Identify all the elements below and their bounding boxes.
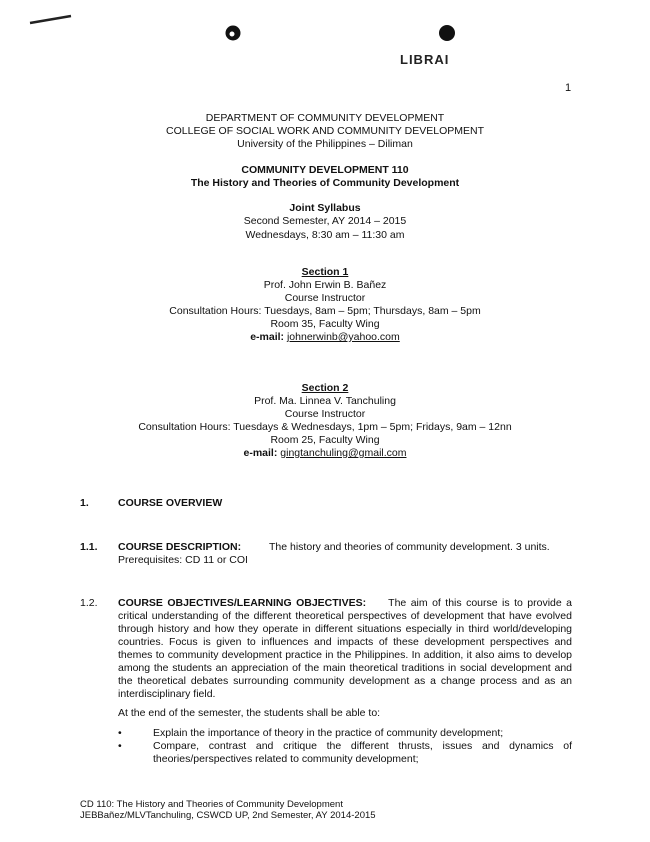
page-footer <box>80 799 376 821</box>
list-item-text: Explain the importance of theory in the practice of community development; <box>153 727 504 739</box>
footer-line-1: CD 110: The History and Theories of Community Development <box>80 799 343 810</box>
prerequisites: Prerequisites: CD 11 or COI <box>118 554 248 566</box>
instructor-name: Prof. John Erwin B. Bañez <box>263 279 387 291</box>
section-heading: Section 1 <box>301 266 349 278</box>
email-link[interactable]: johnerwinb@yahoo.com <box>286 331 400 343</box>
semester: Second Semester, AY 2014 – 2015 <box>243 215 407 227</box>
bullet-icon: • <box>118 727 122 739</box>
hole-punch-right <box>438 24 456 42</box>
email-line <box>0 447 650 460</box>
objectives-paragraph <box>118 597 572 701</box>
university-name: University of the Philippines – Diliman <box>237 138 413 150</box>
overview-heading: COURSE OVERVIEW <box>118 497 223 509</box>
consultation-hours: Consultation Hours: Tuesdays & Wednesdays, 1pm – 5pm; Fridays, 9am – 12nn <box>138 421 512 433</box>
hole-punch-left <box>224 24 242 42</box>
email-label: e-mail: <box>250 331 285 343</box>
section-heading: Section 2 <box>301 382 349 394</box>
room: Room 25, Faculty Wing <box>270 434 380 446</box>
syllabus-type: Joint Syllabus <box>289 202 361 214</box>
course-code: COMMUNITY DEVELOPMENT 110 <box>241 164 409 176</box>
pen-stroke-mark <box>28 12 73 26</box>
email-label: e-mail: <box>243 447 278 459</box>
objectives-number: 1.2. <box>80 597 98 609</box>
objectives-label: COURSE OBJECTIVES/LEARNING OBJECTIVES: <box>118 597 367 609</box>
instructor-role: Course Instructor <box>284 292 366 304</box>
library-stamp <box>400 52 449 67</box>
college-name: COLLEGE OF SOCIAL WORK AND COMMUNITY DEVELOPMENT <box>166 125 484 137</box>
overview-number: 1. <box>80 497 89 509</box>
bullet-icon: • <box>118 740 122 752</box>
email-link[interactable]: gingtanchuling@gmail.com <box>280 447 407 459</box>
page-number: 1 <box>565 82 572 94</box>
stamp-text: LIBRAI <box>400 52 450 67</box>
description-text: The history and theories of community development. 3 units. <box>269 541 550 553</box>
description-number: 1.1. <box>80 541 98 553</box>
consultation-hours: Consultation Hours: Tuesdays, 8am – 5pm; Thursdays, 8am – 5pm <box>169 305 481 317</box>
instructor-role: Course Instructor <box>284 408 366 420</box>
list-item <box>118 727 572 740</box>
email-line <box>0 331 650 344</box>
schedule: Wednesdays, 8:30 am – 11:30 am <box>245 229 405 241</box>
footer-line-2: JEBBañez/MLVTanchuling, CSWCD UP, 2nd Semester, AY 2014-2015 <box>80 810 376 821</box>
list-item <box>118 740 572 766</box>
course-title: The History and Theories of Community Development <box>190 177 460 189</box>
description-label: COURSE DESCRIPTION: <box>118 541 242 553</box>
objectives-list <box>118 727 572 766</box>
room: Room 35, Faculty Wing <box>270 318 380 330</box>
list-item-text: Compare, contrast and critique the different thrusts, issues and dynamics of theories/perspectives related to community development; <box>153 740 572 765</box>
objectives-text: The aim of this course is to provide a critical understanding of the different theoretical perspectives of development that have evolved through history and how they operate in different situations especially in third world/developing countries. Focus is given to influences and impacts of these development perspectives and themes to community development practice in the Philippines. In addition, it also aims to develop among the students an appreciation of the main theoretical traditions in social development and the theoretical debates surrounding community development as a change process and as an interdisciplinary field. <box>118 597 572 700</box>
objectives-intro: At the end of the semester, the students shall be able to: <box>118 707 381 719</box>
department-name: DEPARTMENT OF COMMUNITY DEVELOPMENT <box>205 112 445 124</box>
instructor-name: Prof. Ma. Linnea V. Tanchuling <box>254 395 396 407</box>
